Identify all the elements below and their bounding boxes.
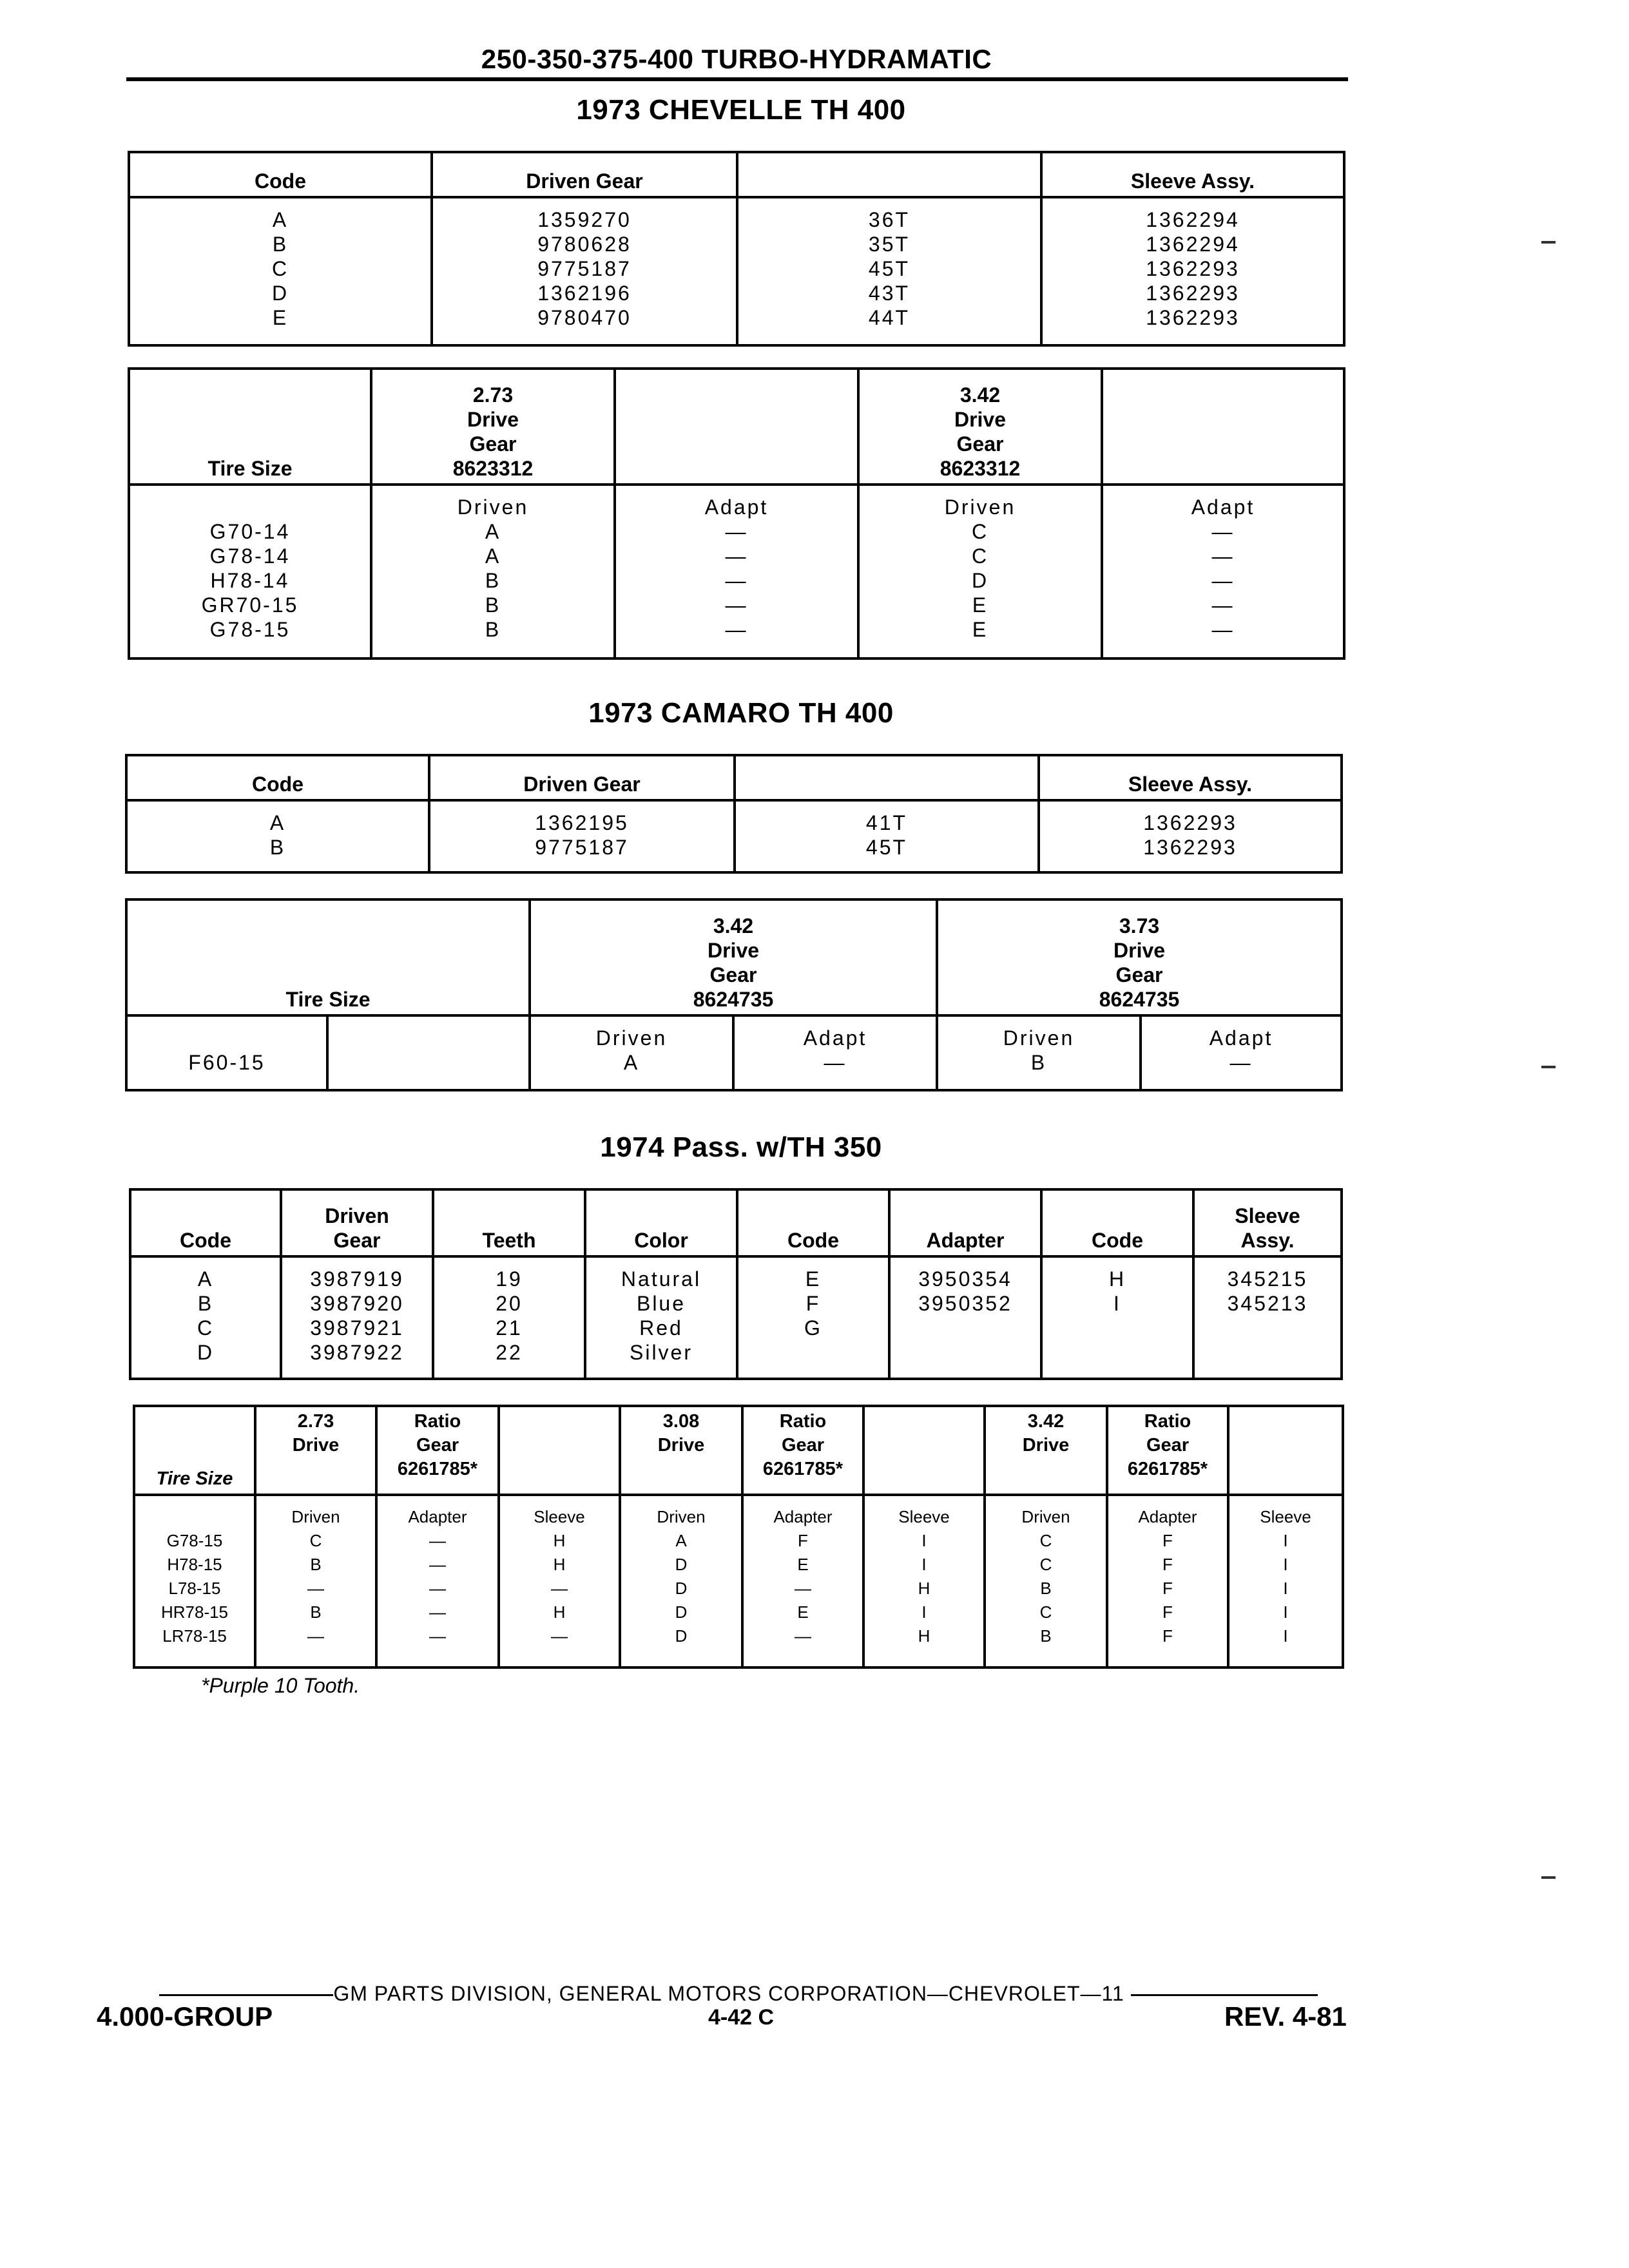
header-blank <box>735 755 1039 800</box>
col-adapt-373: Adapt — <box>1141 1015 1342 1090</box>
col-adapt-273: Adapt — — — — — <box>615 485 858 658</box>
col-sleeve-code: H I <box>1041 1256 1193 1379</box>
col-adapter-273: Adapter — — — — — <box>376 1495 499 1667</box>
col-driven-273: Driven C B — B — <box>255 1495 376 1667</box>
footer-page-number: 4-42 C <box>708 2005 775 2030</box>
col-adapt-342: Adapt — <box>733 1015 937 1090</box>
header-blank <box>737 152 1041 197</box>
footer-revision: REV. 4-81 <box>1224 2001 1347 2032</box>
header-blank <box>1228 1406 1343 1495</box>
col-tire-size: F60-15 <box>126 1015 327 1090</box>
header-ratio-gear: Ratio Gear 6261785* <box>376 1406 499 1495</box>
header-code: Code <box>737 1189 889 1256</box>
header-tire-size: Tire Size <box>129 369 371 485</box>
page-header: 250-350-375-400 TURBO-HYDRAMATIC <box>481 44 992 74</box>
header-342-drive-gear: 3.42 Drive Gear 8623312 <box>858 369 1102 485</box>
header-driven-gear: Driven Gear <box>429 755 735 800</box>
col-code: A B C D E <box>129 197 432 345</box>
col-tire-size: G70-14 G78-14 H78-14 GR70-15 G78-15 <box>129 485 371 658</box>
header-driven-gear: Driven Gear <box>281 1189 433 1256</box>
footer-group: 4.000-GROUP <box>97 2001 273 2032</box>
col-driven-gear: 3987919 3987920 3987921 3987922 <box>281 1256 433 1379</box>
header-blank <box>615 369 858 485</box>
col-sleeve-assy: 345215 345213 <box>1193 1256 1342 1379</box>
col-sleeve-assy: 1362293 1362293 <box>1039 800 1342 872</box>
header-342-drive: 3.42 Drive <box>985 1406 1107 1495</box>
header-code: Code <box>1041 1189 1193 1256</box>
footer-publisher-text: GM PARTS DIVISION, GENERAL MOTORS CORPORATION—CHEVROLET—11 <box>333 1982 1124 2005</box>
header-driven-gear: Driven Gear <box>432 152 737 197</box>
header-273-drive: 2.73 Drive <box>255 1406 376 1495</box>
col-tire-size: G78-15 H78-15 L78-15 HR78-15 LR78-15 <box>134 1495 255 1667</box>
col-driven-gear: 1362195 9775187 <box>429 800 735 872</box>
col-sleeve-273: Sleeve H H — H — <box>499 1495 620 1667</box>
header-rule <box>126 77 1348 81</box>
col-sleeve-308: Sleeve I I H I H <box>863 1495 985 1667</box>
margin-mark <box>1541 1876 1556 1879</box>
header-ratio-gear: Ratio Gear 6261785* <box>742 1406 863 1495</box>
col-sleeve-342: Sleeve I I I I I <box>1228 1495 1343 1667</box>
header-blank <box>499 1406 620 1495</box>
header-sleeve-assy: Sleeve Assy. <box>1193 1189 1342 1256</box>
col-driven-273: Driven A A B B B <box>371 485 615 658</box>
camaro-code-table <box>125 754 1343 874</box>
col-code: A B <box>126 800 429 872</box>
col-sleeve-assy: 1362294 1362294 1362293 1362293 1362293 <box>1041 197 1344 345</box>
col-blank <box>327 1015 530 1090</box>
header-sleeve-assy: Sleeve Assy. <box>1041 152 1344 197</box>
header-sleeve-assy: Sleeve Assy. <box>1039 755 1342 800</box>
footer-publisher-line <box>126 1982 1351 2006</box>
header-tire-size: Tire Size <box>126 899 530 1015</box>
header-adapter: Adapter <box>889 1189 1041 1256</box>
header-273-drive-gear: 2.73 Drive Gear 8623312 <box>371 369 615 485</box>
col-driven-373: Driven B <box>937 1015 1141 1090</box>
footnote: *Purple 10 Tooth. <box>201 1674 360 1697</box>
header-code: Code <box>126 755 429 800</box>
col-adapter-308: Adapter F E — E — <box>742 1495 863 1667</box>
header-color: Color <box>585 1189 737 1256</box>
col-adapter-342: Adapter F F F F F <box>1107 1495 1228 1667</box>
margin-mark <box>1541 1066 1556 1068</box>
chevelle-code-table <box>128 151 1345 347</box>
header-308-drive: 3.08 Drive <box>620 1406 742 1495</box>
header-342-drive-gear: 3.42 Drive Gear 8624735 <box>530 899 937 1015</box>
footer-rule-right <box>1131 1994 1318 1996</box>
header-teeth: Teeth <box>433 1189 585 1256</box>
col-driven-342: Driven C C B C B <box>985 1495 1107 1667</box>
pass-code-table <box>129 1188 1343 1380</box>
pass-tire-table <box>133 1405 1344 1669</box>
header-code: Code <box>130 1189 281 1256</box>
camaro-tire-table <box>125 898 1343 1091</box>
col-driven-gear: 1359270 9780628 9775187 1362196 9780470 <box>432 197 737 345</box>
col-driven-308: Driven A D D D D <box>620 1495 742 1667</box>
margin-mark <box>1541 241 1556 244</box>
col-teeth: 41T 45T <box>735 800 1039 872</box>
col-adapter-code: E F G <box>737 1256 889 1379</box>
section-title-chevelle: 1973 CHEVELLE TH 400 <box>576 94 906 126</box>
col-adapter: 3950354 3950352 <box>889 1256 1041 1379</box>
col-teeth: 19 20 21 22 <box>433 1256 585 1379</box>
header-ratio-gear: Ratio Gear 6261785* <box>1107 1406 1228 1495</box>
header-code: Code <box>129 152 432 197</box>
col-adapt-342: Adapt — — — — — <box>1102 485 1344 658</box>
footer-rule-left <box>159 1994 333 1996</box>
section-title-camaro: 1973 CAMARO TH 400 <box>588 697 894 729</box>
col-code: A B C D <box>130 1256 281 1379</box>
col-driven-342: Driven C C D E E <box>858 485 1102 658</box>
header-blank <box>1102 369 1344 485</box>
header-373-drive-gear: 3.73 Drive Gear 8624735 <box>937 899 1342 1015</box>
section-title-1974-pass: 1974 Pass. w/TH 350 <box>600 1131 882 1163</box>
chevelle-tire-table <box>128 367 1345 660</box>
header-tire-size: Tire Size <box>134 1406 255 1495</box>
col-teeth: 36T 35T 45T 43T 44T <box>737 197 1041 345</box>
col-driven-342: Driven A <box>530 1015 733 1090</box>
header-blank <box>863 1406 985 1495</box>
col-color: Natural Blue Red Silver <box>585 1256 737 1379</box>
